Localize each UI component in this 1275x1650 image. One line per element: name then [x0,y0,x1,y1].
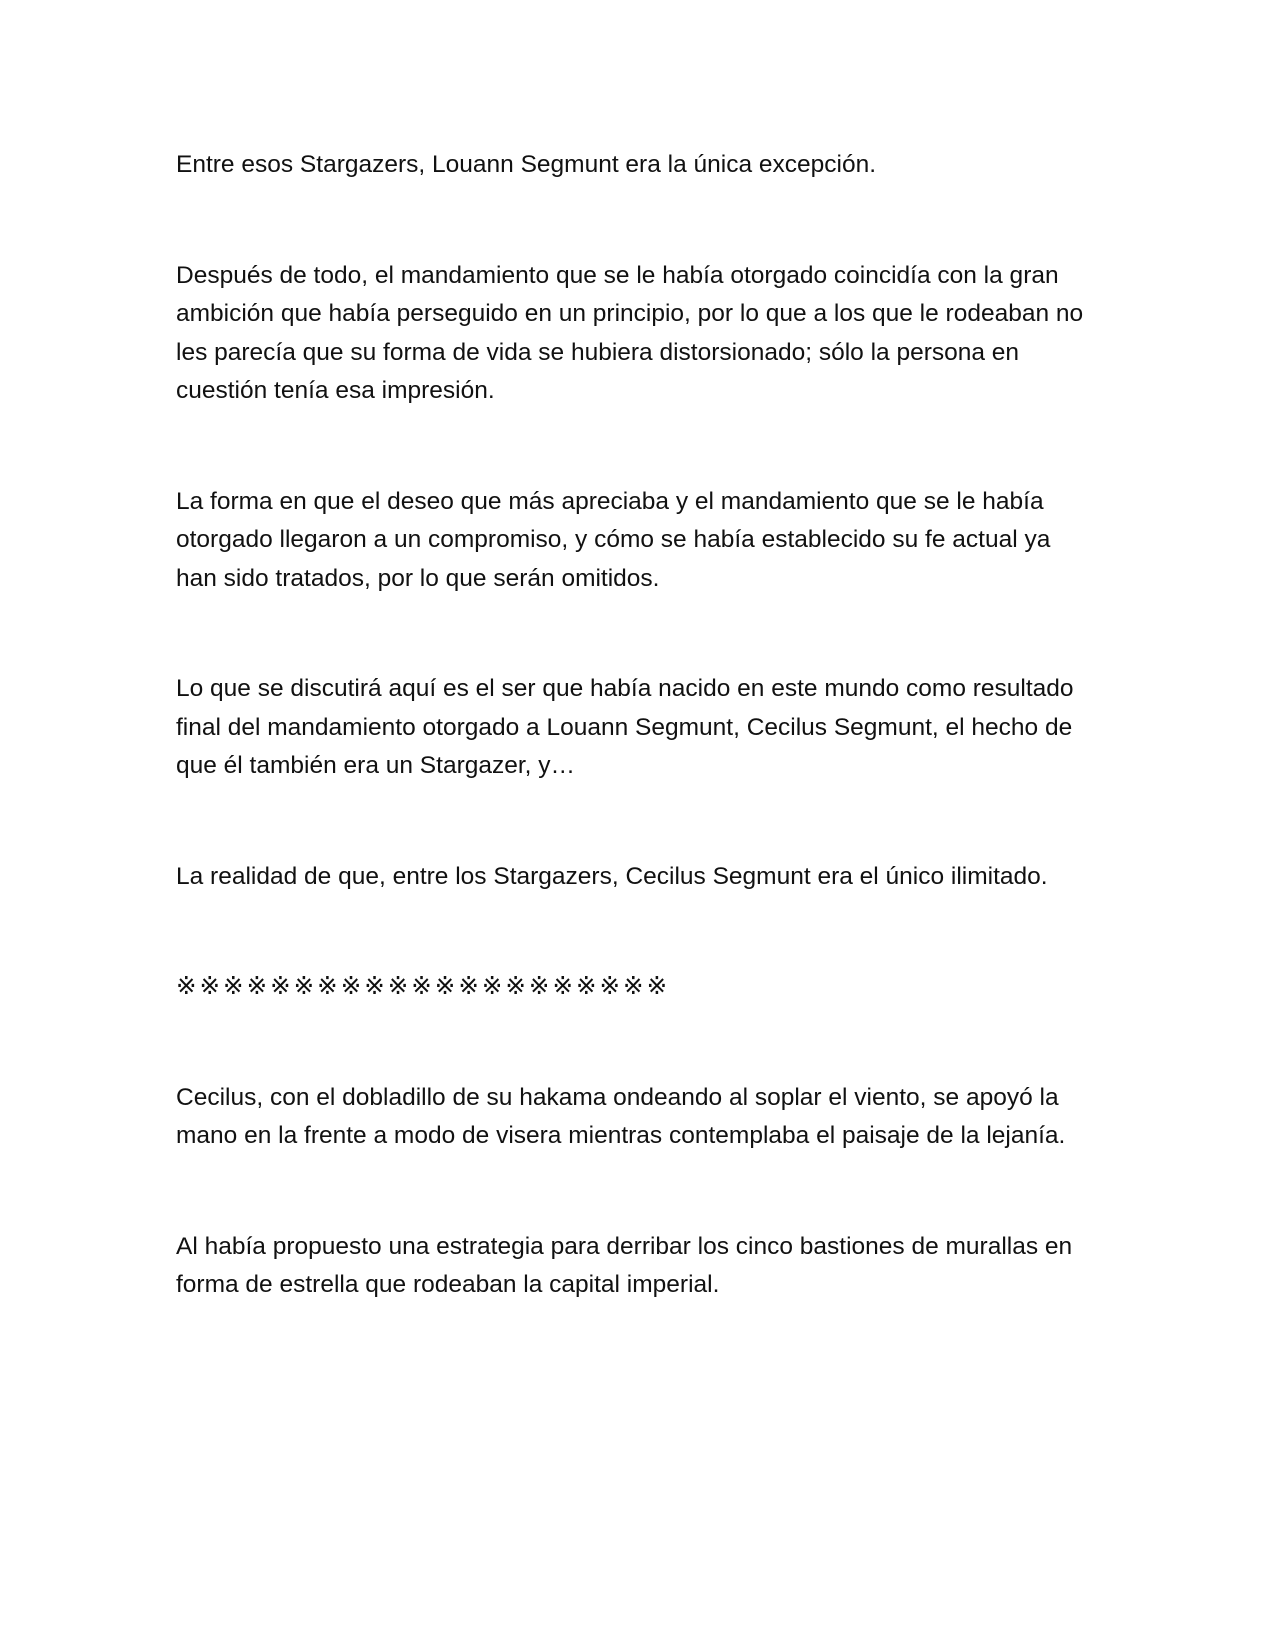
paragraph-4: Lo que se discutirá aquí es el ser que había nacido en este mundo como resultado final del mandamiento otorgado a Louann Segmunt, Cecilus Segmunt, el hecho de que él también era un Stargazer, y… [176,675,1074,779]
paragraph-2: Después de todo, el mandamiento que se le había otorgado coincidía con la gran ambición que había perseguido en un principio, por lo que a los que le rodeaban no les parecía que su forma de vida se hubiera distorsionado; sólo la persona en cuestión tenía esa impresión. [176,261,1084,404]
text-body [176,146,1096,1305]
paragraph-7: Al había propuesto una estrategia para derribar los cinco bastiones de murallas en forma de estrella que rodeaban la capital imperial. [176,1232,1073,1298]
paragraph-5: La realidad de que, entre los Stargazers, Cecilus Segmunt era el único ilimitado. [176,862,1048,890]
paragraph-3: La forma en que el deseo que más apreciaba y el mandamiento que se le había otorgado llegaron a un compromiso, y cómo se había establecido su fe actual ya han sido tratados, por lo que serán omitidos. [176,487,1051,592]
scene-separator: ※※※※※※※※※※※※※※※※※※※※※ [176,973,671,1000]
paragraph-6: Cecilus, con el dobladillo de su hakama ondeando al soplar el viento, se apoyó la mano en la frente a modo de visera mientras contemplaba el paisaje de la lejanía. [176,1083,1066,1149]
paragraph-1: Entre esos Stargazers, Louann Segmunt era la única excepción. [176,151,877,178]
